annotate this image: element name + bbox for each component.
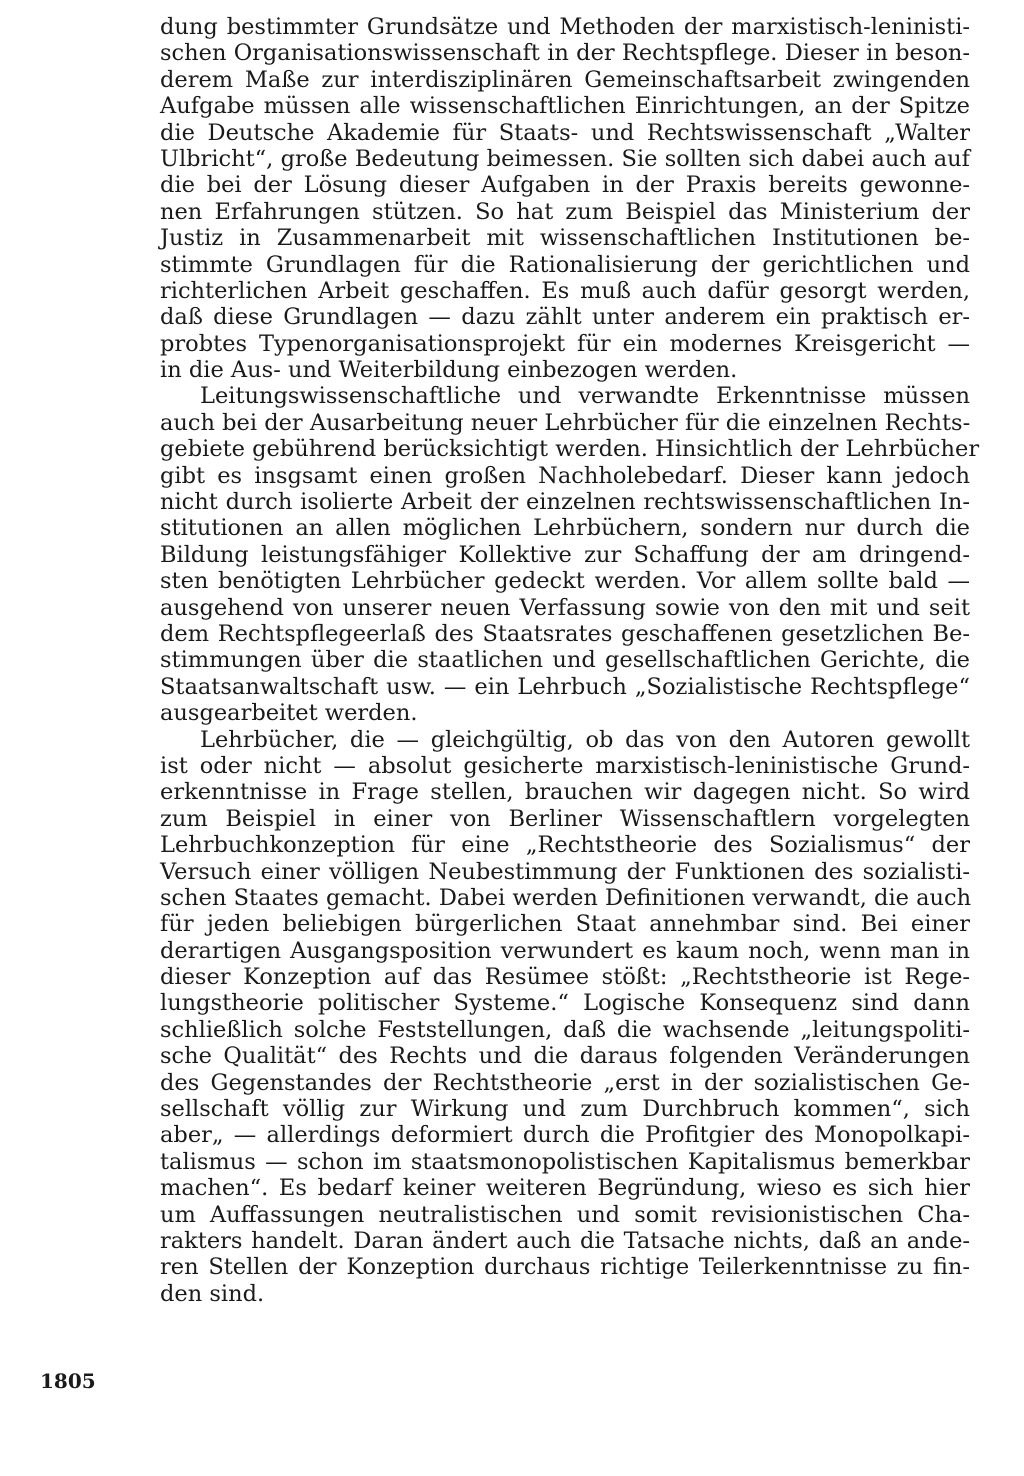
text-line: schen Staates gemacht. Dabei werden Definitionen verwandt, die auch — [160, 884, 972, 911]
text-line: Staatsanwaltschaft usw. — ein Lehrbuch „Sozialistische Rechtspflege“ — [160, 673, 970, 700]
text-line: die Deutsche Akademie für Staats- und Rechtswissenschaft „Walter — [160, 119, 970, 146]
text-line: die bei der Lösung dieser Aufgaben in der Praxis bereits gewonne- — [160, 172, 970, 199]
text-line: Leitungswissenschaftliche und verwandte Erkenntnisse müssen — [200, 383, 970, 410]
text-line: Justiz in Zusammenarbeit mit wissenschaftlichen Institutionen be- — [160, 225, 970, 252]
text-line: in die Aus- und Weiterbildung einbezogen werden. — [160, 357, 738, 384]
text-line: sellschaft völlig zur Wirkung und zum Durchbruch kommen“, sich — [160, 1096, 970, 1123]
text-line: stitutionen an allen möglichen Lehrbüchern, sondern nur durch die — [160, 515, 970, 542]
text-line: sten benötigten Lehrbücher gedeckt werden. Vor allem sollte bald — — [160, 568, 970, 595]
text-line: rakters handelt. Daran ändert auch die Tatsache nichts, daß an ande- — [160, 1227, 970, 1254]
page-number: 1805 — [40, 1369, 96, 1393]
text-line: Lehrbücher, die — gleichgültig, ob das von den Autoren gewollt — [200, 726, 970, 753]
text-line: derartigen Ausgangsposition verwundert es kaum noch, wenn man in — [160, 937, 970, 964]
text-line: daß diese Grundlagen — dazu zählt unter anderem ein praktisch er- — [160, 304, 970, 331]
text-line: zum Beispiel in einer von Berliner Wissenschaftlern vorgelegten — [160, 805, 970, 832]
text-line: gibt es insgsamt einen großen Nachholebedarf. Dieser kann jedoch — [160, 462, 970, 489]
text-line: nicht durch isolierte Arbeit der einzelnen rechtswissenschaftlichen In- — [160, 489, 970, 516]
text-line: aber„ — allerdings deformiert durch die Profitgier des Monopolkapi- — [160, 1122, 970, 1149]
text-line: nen Erfahrungen stützen. So hat zum Beispiel das Ministerium der — [160, 198, 970, 225]
text-line: ausgearbeitet werden. — [160, 700, 418, 727]
text-line: talismus — schon im staatsmonopolistischen Kapitalismus bemerkbar — [160, 1148, 970, 1175]
text-line: dem Rechtspflegeerlaß des Staatsrates geschaffenen gesetzlichen Be- — [160, 620, 970, 647]
text-line: dieser Konzeption auf das Resümee stößt: „Rechtstheorie ist Rege- — [160, 964, 970, 991]
text-line: Ulbricht“, große Bedeutung beimessen. Sie sollten sich dabei auch auf — [160, 145, 970, 172]
body-text — [160, 14, 980, 1307]
text-line: schließlich solche Feststellungen, daß die wachsende „leitungspoliti- — [160, 1016, 970, 1043]
text-line: ausgehend von unserer neuen Verfassung sowie von den mit und seit — [160, 594, 970, 621]
text-line: stimmte Grundlagen für die Rationalisierung der gerichtlichen und — [160, 251, 970, 278]
text-line: stimmungen über die staatlichen und gesellschaftlichen Gerichte, die — [160, 647, 970, 674]
text-line: ren Stellen der Konzeption durchaus richtige Teilerkenntnisse zu fin- — [160, 1254, 970, 1281]
text-line: machen“. Es bedarf keiner weiteren Begründung, wieso es sich hier — [160, 1175, 970, 1202]
text-line: des Gegenstandes der Rechtstheorie „erst in der sozialistischen Ge- — [160, 1069, 970, 1096]
text-line: Versuch einer völligen Neubestimmung der Funktionen des sozialisti- — [160, 858, 970, 885]
text-line: derem Maße zur interdisziplinären Gemeinschaftsarbeit zwingenden — [160, 66, 970, 93]
text-line: gebiete gebührend berücksichtigt werden. Hinsichtlich der Lehrbücher — [160, 436, 980, 463]
text-line: probtes Typenorganisationsprojekt für ein modernes Kreisgericht — — [160, 330, 970, 357]
text-line: Bildung leistungsfähiger Kollektive zur Schaffung der am dringend- — [160, 541, 970, 568]
text-line: richterlichen Arbeit geschaffen. Es muß auch dafür gesorgt werden, — [160, 277, 970, 304]
text-line: ist oder nicht — absolut gesicherte marxistisch-leninistische Grund- — [160, 752, 970, 779]
text-line: auch bei der Ausarbeitung neuer Lehrbücher für die einzelnen Rechts- — [160, 409, 971, 436]
text-line: dung bestimmter Grundsätze und Methoden der marxistisch-leninisti- — [160, 14, 970, 40]
text-line: für jeden beliebigen bürgerlichen Staat annehmbar sind. Bei einer — [160, 911, 970, 938]
text-line: Lehrbuchkonzeption für eine „Rechtstheorie des Sozialismus“ der — [160, 832, 970, 859]
text-line: den sind. — [160, 1280, 265, 1307]
text-line: Aufgabe müssen alle wissenschaftlichen Einrichtungen, an der Spitze — [160, 93, 970, 120]
text-line: lungstheorie politischer Systeme.“ Logische Konsequenz sind dann — [160, 990, 970, 1017]
text-line: schen Organisationswissenschaft in der Rechtspflege. Dieser in beson- — [160, 40, 970, 67]
text-line: sche Qualität“ des Rechts und die daraus folgenden Veränderungen — [160, 1043, 970, 1070]
text-line: erkenntnisse in Frage stellen, brauchen wir dagegen nicht. So wird — [160, 779, 970, 806]
text-line: um Auffassungen neutralistischen und somit revisionistischen Cha- — [160, 1201, 970, 1228]
